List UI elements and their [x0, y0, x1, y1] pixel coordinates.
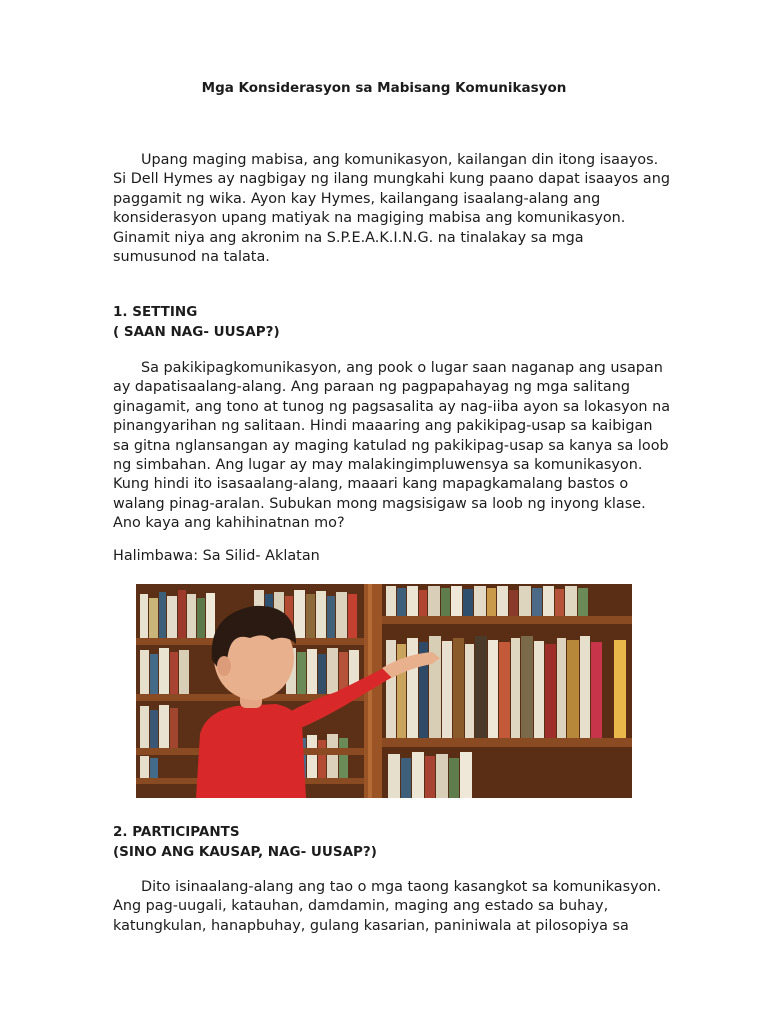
text-line: sa gitna nglansangan ay maging katulad ng pakikipag-usap sa kanya sa loob	[113, 437, 669, 454]
section-heading-setting	[113, 303, 673, 342]
text-line: ay dapatisaalang-alang. Ang paraan ng pagpapahayag ng mga salitang	[113, 379, 630, 396]
text-line: Sa pakikipagkomunikasyon, ang pook o lugar saan naganap ang usapan	[141, 360, 663, 376]
text-line: katungkulan, hanapbuhay, gulang kasarian, paniniwala at pilosopiya sa	[113, 917, 629, 934]
section-subtitle: (SINO ANG KAUSAP, NAG- UUSAP?)	[113, 843, 377, 860]
section-heading-participants	[113, 823, 673, 862]
text-line: Kung hindi ito isasaalang-alang, maaari kang mapagkamalang bastos o	[113, 476, 629, 493]
library-photo	[136, 584, 632, 798]
right-bookshelf	[382, 584, 632, 798]
example-label: Halimbawa: Sa Silid- Aklatan	[113, 548, 320, 564]
text-line: Dito isinaalang-alang ang tao o mga taong kasangkot sa komunikasyon.	[141, 879, 662, 895]
text-line: konsiderasyon upang matiyak na magiging mabisa ang komunikasyon.	[113, 210, 626, 227]
section-title: 2. PARTICIPANTS	[113, 824, 240, 840]
text-line: paggamit ng wika. Ayon kay Hymes, kailangang isaalang-alang ang	[113, 190, 601, 207]
page-title: Mga Konsiderasyon sa Mabisang Komunikasyon	[201, 80, 567, 96]
text-line: ng simbahan. Ang lugar ay may malakingimpluwensya sa komunikasyon.	[113, 457, 643, 474]
text-line: walang pinag-aralan. Subukan mong magsisigaw sa loob ng inyong klase.	[113, 495, 646, 512]
section-subtitle: ( SAAN NAG- UUSAP?)	[113, 323, 280, 340]
section-title: 1. SETTING	[113, 304, 198, 320]
text-line: Ang pag-uugali, katauhan, damdamin, maging ang estado sa buhay,	[113, 898, 609, 915]
text-line: sumusunod na talata.	[113, 249, 270, 266]
text-line: Upang maging mabisa, ang komunikasyon, kailangan din itong isaayos.	[141, 152, 659, 168]
text-line: ginagamit, ang tono at tunog ng pagsasalita ay nag-iiba ayon sa lokasyon na	[113, 398, 671, 415]
text-line: Ginamit niya ang akronim na S.P.E.A.K.I.N.G. na tinalakay sa mga	[113, 229, 584, 246]
intro-paragraph	[113, 151, 673, 267]
text-line: Ano kaya ang kahihinatnan mo?	[113, 515, 345, 532]
setting-paragraph	[113, 359, 673, 534]
participants-paragraph	[113, 878, 673, 936]
text-line: Si Dell Hymes ay nagbigay ng ilang mungkahi kung paano dapat isaayos ang	[113, 171, 670, 188]
text-line: pinangyarihan ng salitaan. Hindi maaaring ang pakikipag-usap sa kaibigan	[113, 418, 653, 435]
